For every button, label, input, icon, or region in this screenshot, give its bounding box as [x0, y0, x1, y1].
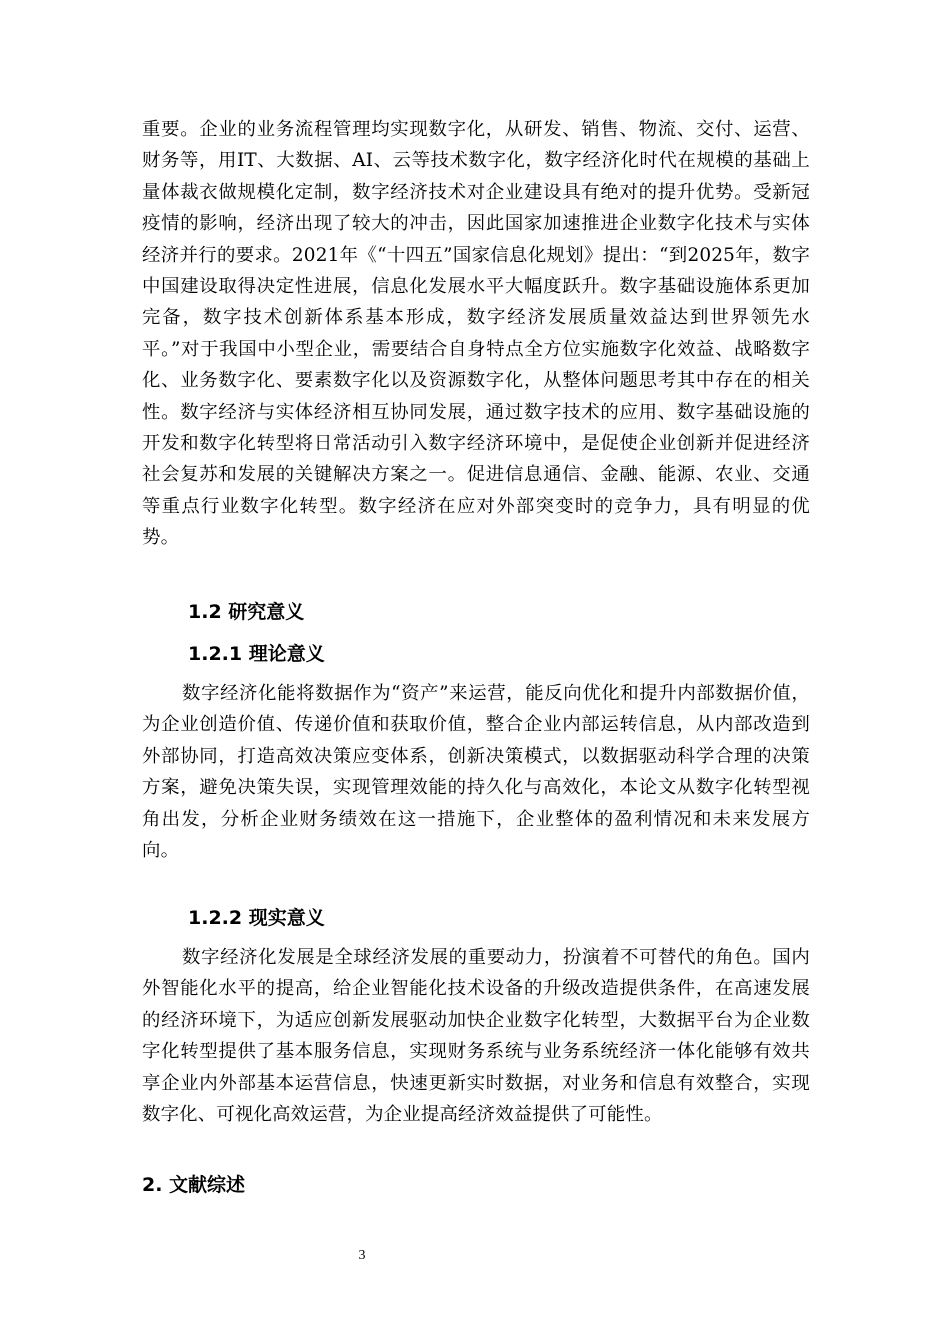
body-paragraph-background: 重要。企业的业务流程管理均实现数字化，从研发、销售、物流、交付、运营、财务等，用IT、大数据、AI、云等技术数字化，数字经济化时代在规模的基础上量体裁衣做规模化定制，数字经济技术对企业建设具有绝对的提升优势。受新冠疫情的影响，经济出现了较大的冲击，因此国家加速推进企业数字化技术与实体经济并行的要求。2021年《“十四五”国家信息化规划》提出：“到2025年，数字中国建设取得决定性进展，信息化发展水平大幅度跃升。数字基础设施体系更加完备，数字技术创新体系基本形成，数字经济发展质量效益达到世界领先水平。”对于我国中小型企业，需要结合自身特点全方位实施数字化效益、战略数字化、业务数字化、要素数字化以及资源数字化，从整体问题思考其中存在的相关性。数字经济与实体经济相互协同发展，通过数字技术的应用、数字基础设施的开发和数字化转型将日常活动引入数字经济环境中，是促使企业创新并促进经济社会复苏和发展的关键解决方案之一。促进信息通信、金融、能源、农业、交通等重点行业数字化转型。数字经济在应对外部突变时的竞争力，具有明显的优势。	[142, 119, 810, 549]
section-heading-2: 2. 文献综述	[142, 1174, 246, 1196]
subsection-heading-1-2-2: 1.2.2 现实意义	[188, 907, 325, 929]
page-number: 3	[358, 1248, 366, 1263]
body-paragraph-practical: 数字经济化发展是全球经济发展的重要动力，扮演着不可替代的角色。国内外智能化水平的提高，给企业智能化技术设备的升级改造提供条件，在高速发展的经济环境下，为适应创新发展驱动加快企业数字化转型，大数据平台为企业数字化转型提供了基本服务信息，实现财务系统与业务系统经济一体化能够有效共享企业内外部基本运营信息，快速更新实时数据，对业务和信息有效整合，实现数字化、可视化高效运营，为企业提高经济效益提供了可能性。	[142, 947, 810, 1126]
section-heading-1-2: 1.2 研究意义	[188, 601, 305, 623]
body-paragraph-theoretical: 数字经济化能将数据作为“资产”来运营，能反向优化和提升内部数据价值，为企业创造价值、传递价值和获取价值，整合企业内部运转信息，从内部改造到外部协同，打造高效决策应变体系，创新决策模式，以数据驱动科学合理的决策方案，避免决策失误，实现管理效能的持久化与高效化，本论文从数字化转型视角出发，分析企业财务绩效在这一措施下，企业整体的盈利情况和未来发展方向。	[142, 683, 810, 862]
subsection-heading-1-2-1: 1.2.1 理论意义	[188, 643, 325, 665]
